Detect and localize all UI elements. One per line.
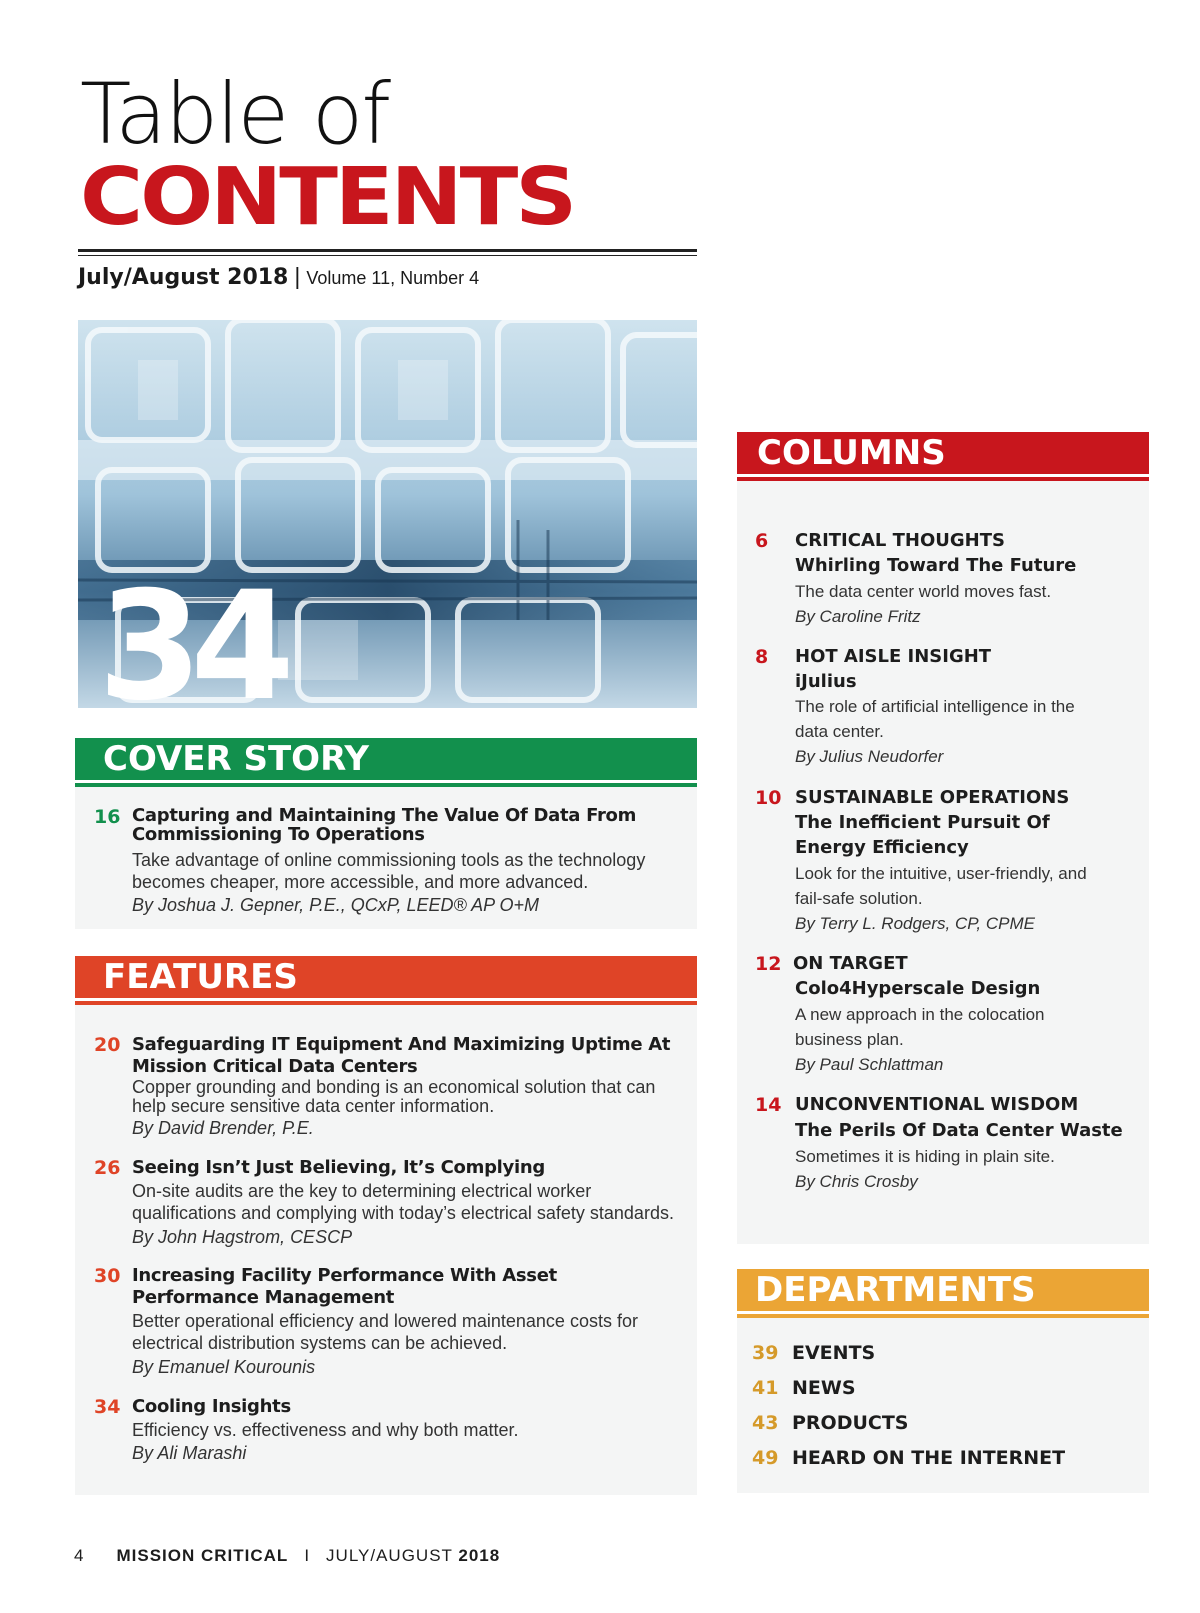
entry-title: The Inefficient Pursuit Of Energy Efficiency (795, 812, 1050, 858)
cover-story-heading: COVER STORY (75, 738, 697, 780)
columns-heading: COLUMNS (737, 432, 1149, 474)
entry-description: Look for the intuitive, user-friendly, and fail-safe solution. (795, 864, 1087, 908)
entry-page-number: 8 (755, 646, 769, 668)
header-rule-thin (78, 255, 697, 256)
entry-byline: By Joshua J. Gepner, P.E., QCxP, LEED® AP O+M (132, 895, 539, 915)
department-label: EVENTS (792, 1342, 876, 1364)
entry-description: Sometimes it is hiding in plain site. (795, 1147, 1055, 1166)
issue-line (78, 263, 479, 290)
footer-magazine-name: MISSION CRITICAL (116, 1546, 289, 1565)
entry-description: The role of artificial intelligence in the data center. (795, 697, 1075, 741)
entry-byline: By Paul Schlattman (795, 1055, 944, 1074)
cover-story-page-number: 34 (98, 560, 283, 708)
departments-heading: DEPARTMENTS (737, 1269, 1149, 1311)
entry-byline: By Ali Marashi (132, 1443, 247, 1463)
entry-title: Colo4Hyperscale Design (795, 978, 1041, 999)
column-name: CRITICAL THOUGHTS (795, 530, 1005, 551)
title-line-2: CONTENTS (80, 151, 575, 244)
entry-title: Safeguarding IT Equipment And Maximizing Uptime At Mission Critical Data Centers (132, 1034, 671, 1077)
entry-title: Capturing and Maintaining The Value Of Data From Commissioning To Operations (132, 805, 637, 845)
column-name: UNCONVENTIONAL WISDOM (795, 1094, 1079, 1115)
cover-image (78, 320, 697, 708)
entry-description: The data center world moves fast. (795, 582, 1052, 601)
footer-page-number: 4 (74, 1546, 85, 1565)
issue-separator: | (294, 263, 301, 289)
entry-title: Whirling Toward The Future (795, 555, 1077, 576)
entry-title: The Perils Of Data Center Waste (795, 1120, 1123, 1141)
features-heading: FEATURES (75, 956, 697, 998)
entry-page-number: 26 (94, 1157, 121, 1179)
department-label: NEWS (792, 1377, 856, 1399)
entry-description: On-site audits are the key to determining electrical worker qualifications and complying with today’s electrical safety standards. (132, 1181, 674, 1223)
entry-description: Copper grounding and bonding is an economical solution that can help secure sensitive data center information. (132, 1077, 656, 1116)
entry-page-number: 43 (752, 1412, 779, 1434)
entry-byline: By Julius Neudorfer (795, 747, 944, 766)
issue-volume: Volume 11, Number 4 (306, 268, 480, 288)
entry-page-number: 16 (94, 806, 121, 828)
department-label: HEARD ON THE INTERNET (792, 1447, 1066, 1469)
entry-byline: By Chris Crosby (795, 1172, 918, 1191)
header-rule (78, 249, 697, 252)
entry-byline: By Emanuel Kourounis (132, 1357, 316, 1377)
column-name: ON TARGET (793, 953, 908, 974)
entry-title: Seeing Isn’t Just Believing, It’s Complying (132, 1157, 545, 1178)
entry-byline: By Terry L. Rodgers, CP, CPME (795, 914, 1035, 933)
entry-title: iJulius (795, 671, 857, 692)
entry-page-number: 41 (752, 1377, 779, 1399)
entry-page-number: 6 (755, 530, 769, 552)
entry-byline: By John Hagstrom, CESCP (132, 1227, 353, 1247)
page-footer (74, 1546, 500, 1566)
entry-page-number: 30 (94, 1265, 121, 1287)
entry-title: Cooling Insights (132, 1396, 291, 1417)
entry-description: Better operational efficiency and lowered maintenance costs for electrical distribution systems can be achieved. (132, 1311, 638, 1353)
footer-issue-month: JULY/AUGUST (326, 1546, 453, 1565)
title-line-1: Table of (80, 65, 389, 163)
entry-byline: By Caroline Fritz (795, 607, 921, 626)
entry-page-number: 10 (755, 787, 782, 809)
entry-page-number: 49 (752, 1447, 779, 1469)
entry-byline: By David Brender, P.E. (132, 1118, 314, 1138)
entry-description: Efficiency vs. effectiveness and why both matter. (132, 1420, 519, 1440)
entry-page-number: 12 (755, 953, 782, 975)
entry-description: A new approach in the colocation business plan. (795, 1005, 1045, 1049)
footer-separator: I (304, 1546, 311, 1565)
column-name: SUSTAINABLE OPERATIONS (795, 787, 1070, 808)
entry-page-number: 39 (752, 1342, 779, 1364)
entry-title: Increasing Facility Performance With Asset Performance Management (132, 1265, 557, 1308)
issue-date: July/August 2018 (78, 265, 289, 290)
entry-page-number: 20 (94, 1034, 121, 1056)
footer-issue-year: 2018 (458, 1546, 501, 1565)
entry-page-number: 34 (94, 1396, 121, 1418)
column-name: HOT AISLE INSIGHT (795, 646, 992, 667)
department-label: PRODUCTS (792, 1412, 909, 1434)
entry-page-number: 14 (755, 1094, 782, 1116)
entry-description: Take advantage of online commissioning tools as the technology becomes cheaper, more accessible, and more advanced. (132, 850, 646, 892)
